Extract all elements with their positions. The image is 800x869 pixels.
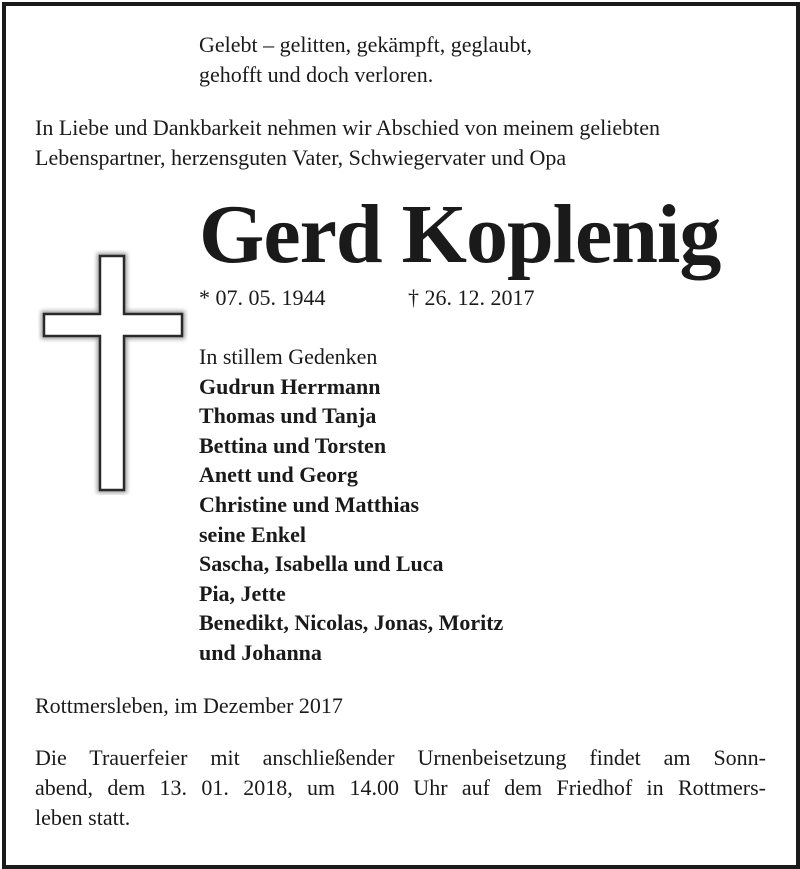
notice-line: leben statt. <box>35 805 131 830</box>
funeral-notice <box>35 743 766 833</box>
intro-line: In Liebe und Dankbarkeit nehmen wir Abschied von meinem geliebten <box>35 115 660 140</box>
notice-line: Die Trauerfeier mit anschließender Urnenbeisetzung findet am Sonn- <box>35 745 766 770</box>
mourner-name: Christine und Matthias <box>199 491 420 517</box>
place-date: Rottmersleben, im Dezember 2017 <box>35 693 343 718</box>
mourner-name: seine Enkel <box>199 521 306 547</box>
mourner-name: Anett und Georg <box>199 462 358 488</box>
mourner-name: Gudrun Herrmann <box>199 373 381 399</box>
deceased-name: Gerd Koplenig <box>199 188 721 281</box>
notice-line: abend, dem 13. 01. 2018, um 14.00 Uhr auf dem Friedhof in Rottmers- <box>35 775 766 800</box>
motto-verse <box>199 30 532 90</box>
mourner-name: und Johanna <box>199 639 322 665</box>
mourner-name: Benedikt, Nicolas, Jonas, Moritz <box>199 610 504 636</box>
mourner-name: Bettina und Torsten <box>199 432 387 458</box>
intro-line: Lebenspartner, herzensguten Vater, Schwiegervater und Opa <box>35 145 567 170</box>
intro-text <box>35 113 660 173</box>
mourner-name: Thomas und Tanja <box>199 403 377 429</box>
motto-line: Gelebt – gelitten, gekämpft, geglaubt, <box>199 32 532 57</box>
latin-cross-icon <box>38 250 188 495</box>
remembrance-line: In stillem Gedenken <box>199 344 378 369</box>
birth-date: * 07. 05. 1944 <box>199 285 326 310</box>
mourner-name: Pia, Jette <box>199 580 286 606</box>
death-date: † 26. 12. 2017 <box>408 285 535 310</box>
mourners-list <box>199 342 503 668</box>
life-dates <box>199 283 535 313</box>
mourner-name: Sascha, Isabella und Luca <box>199 551 444 577</box>
motto-line: gehofft und doch verloren. <box>199 62 434 87</box>
